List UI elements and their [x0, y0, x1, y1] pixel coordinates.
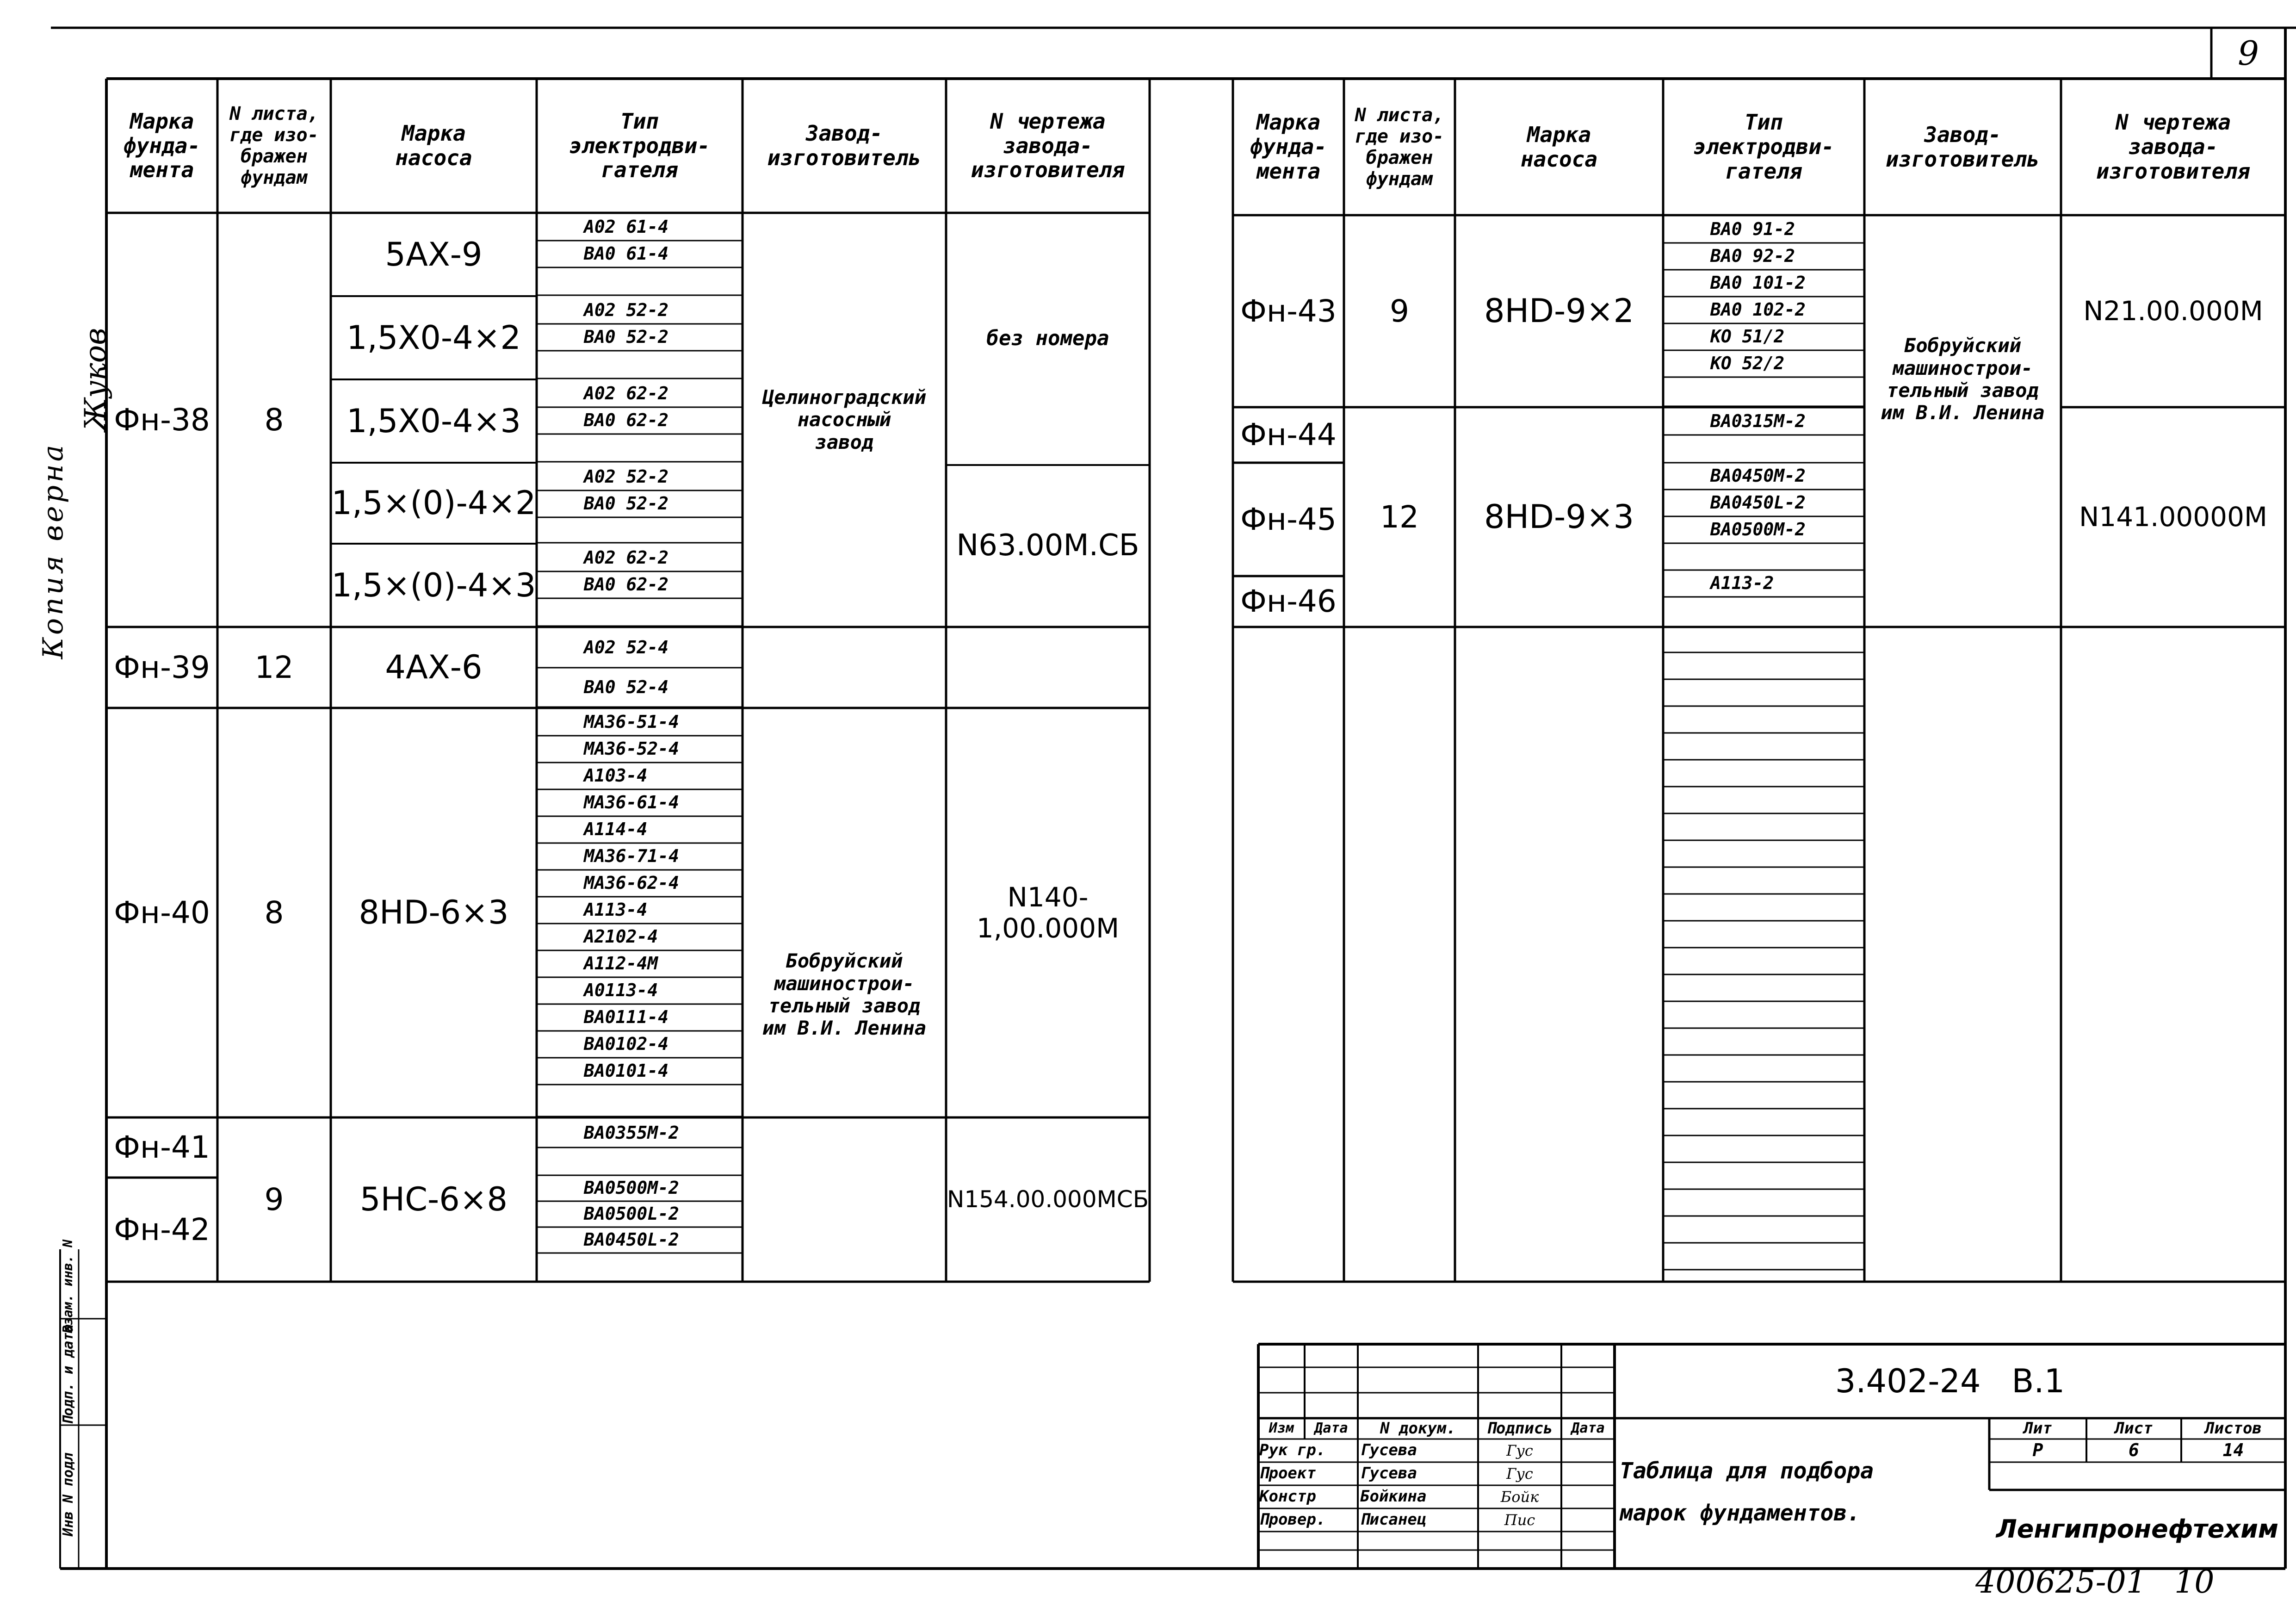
pump-mark: 8НD-9×3 — [1484, 498, 1634, 536]
engine-type: А02 52-2 — [584, 466, 669, 487]
archive-sheet-note: 10 — [2174, 1564, 2215, 1600]
engine-type: А02 61-4 — [584, 217, 669, 237]
engine-type: ВА0 52-2 — [584, 327, 669, 347]
sheet-number: 8 — [264, 894, 284, 930]
header-drawing: N чертежа завода- изготовителя — [971, 108, 1125, 183]
sheet-label: Лист — [2115, 1419, 2153, 1438]
engine-type: А02 62-2 — [584, 547, 669, 568]
pump-mark: 1,5Х0-4×3 — [347, 402, 521, 440]
header-sheet: N листа, где изо- бражен фундам — [229, 103, 319, 188]
lit-label: Лит — [2024, 1419, 2052, 1438]
engine-type: ВА0315М-2 — [1710, 411, 1806, 432]
sheet-value: 6 — [2129, 1440, 2139, 1461]
pump-mark: 1,5×(0)-4×3 — [331, 566, 536, 604]
tb-signature: Гус — [1506, 1441, 1533, 1459]
drawing-number: без номера — [986, 327, 1109, 351]
sheet-number: 9 — [264, 1181, 284, 1217]
engine-type — [538, 1085, 742, 1117]
engine-type — [1664, 377, 1863, 406]
sheets-label: Листов — [2205, 1419, 2262, 1438]
engine-type: МА36-61-4 — [584, 792, 679, 813]
engine-type: ВА0 52-4 — [584, 676, 669, 697]
fund-mark: Фн-43 — [1240, 293, 1337, 329]
tb-signature: Пис — [1504, 1511, 1535, 1529]
engine-type: МА36-71-4 — [584, 846, 679, 867]
engine-type: ВА0 102-2 — [1710, 299, 1806, 320]
sheet-number: 12 — [1380, 499, 1419, 535]
drawing-number: N140-1,00.000М — [976, 881, 1120, 944]
lit-value: Р — [2032, 1440, 2043, 1461]
sheet-number: 9 — [1390, 293, 1409, 329]
engine-type: А114-4 — [584, 819, 648, 840]
sheets-value: 14 — [2222, 1440, 2244, 1461]
tb-signature: Бойк — [1500, 1488, 1539, 1506]
tb-col-label: Изм — [1269, 1420, 1294, 1437]
engine-type: ВА0111-4 — [584, 1007, 669, 1028]
engine-type: ВА0500М-2 — [1710, 519, 1806, 540]
tb-signature: Гус — [1506, 1464, 1533, 1483]
engine-type — [538, 1148, 742, 1175]
header-engine: Тип электродви- гателя — [1693, 110, 1834, 184]
fund-mark: Фн-39 — [114, 649, 210, 685]
stamp-label: Инв N подл — [60, 1452, 76, 1537]
engine-type: ВА0450L-2 — [1710, 492, 1806, 513]
tb-name: Гусева — [1360, 1464, 1417, 1483]
copy-signature: Жуков — [79, 328, 113, 431]
pump-mark: 5АХ-9 — [385, 235, 483, 273]
tb-role: Провер. — [1259, 1510, 1326, 1529]
engine-type: МА36-51-4 — [584, 712, 679, 732]
pump-mark: 1,5Х0-4×2 — [347, 318, 521, 357]
copy-note: Копия верна — [37, 442, 69, 659]
header-drawing: N чертежа завода- изготовителя — [2096, 110, 2250, 184]
tb-role: Констр — [1259, 1487, 1316, 1506]
fund-mark: Фн-42 — [114, 1211, 210, 1247]
fund-mark: Фн-40 — [114, 894, 210, 930]
engine-type: ВА0 91-2 — [1710, 219, 1795, 240]
engine-type: А02 52-2 — [584, 300, 669, 321]
engine-type: МА36-62-4 — [584, 873, 679, 893]
fund-mark: Фн-44 — [1240, 417, 1337, 453]
fund-mark: Фн-38 — [114, 402, 210, 438]
pump-mark: 5НС-6×8 — [359, 1180, 508, 1219]
drawing-number: N154.00.000МСБ — [947, 1185, 1149, 1213]
header-mark: Марка фунда- мента — [123, 108, 201, 183]
pump-mark: 8НD-6×3 — [359, 893, 509, 932]
engine-type: ВА0500L-2 — [584, 1203, 679, 1224]
header-mark: Марка фунда- мента — [1250, 110, 1327, 184]
engine-type: КО 51/2 — [1710, 326, 1785, 347]
engine-type: ВА0 62-2 — [584, 574, 669, 595]
engine-type: ВА0450L-2 — [584, 1229, 679, 1250]
doc-code: 3.402-24 В.1 — [1835, 1362, 2065, 1400]
factory-name: Бобруйский машинострои- тельный завод им В.И. Ленина — [762, 949, 926, 1040]
engine-type: А02 62-2 — [584, 383, 669, 404]
page-number: 9 — [2238, 33, 2259, 73]
fund-mark: Фн-46 — [1240, 583, 1337, 620]
pump-mark: 8НD-9×2 — [1484, 292, 1634, 330]
header-sheet: N листа, где изо- бражен фундам — [1355, 104, 1444, 190]
engine-type: А2102-4 — [584, 926, 658, 947]
archive-number: 400625-01 — [1975, 1564, 2147, 1600]
engine-type — [538, 351, 742, 378]
fund-mark: Фн-45 — [1240, 501, 1337, 537]
engine-type — [538, 517, 742, 543]
engine-type: ВА0 101-2 — [1710, 273, 1806, 293]
tb-col-label: Подпись — [1486, 1419, 1553, 1438]
tb-role: Проект — [1259, 1464, 1316, 1483]
sheet-number: 12 — [254, 649, 294, 685]
tb-name: Бойкина — [1360, 1487, 1427, 1506]
header-factory: Завод- изготовитель — [1886, 122, 2040, 172]
engine-type: ВА0 62-2 — [584, 410, 669, 431]
engine-type: ВА0 61-4 — [584, 243, 669, 264]
engine-type: ВА0101-4 — [584, 1061, 669, 1081]
header-factory: Завод- изготовитель — [767, 121, 922, 170]
tb-col-label: Дата — [1571, 1420, 1605, 1437]
stamp-label: Подп. и дата — [60, 1324, 76, 1425]
engine-type: МА36-52-4 — [584, 738, 679, 759]
pump-mark: 4АХ-6 — [385, 648, 483, 687]
engine-type: А113-4 — [584, 899, 648, 920]
engine-type: ВА0 52-2 — [584, 493, 669, 514]
header-pump: Марка насоса — [395, 121, 472, 170]
engine-type: ВА0102-4 — [584, 1034, 669, 1055]
engine-type — [1664, 543, 1863, 570]
drawing-number: N63.00М.СБ — [956, 528, 1139, 563]
engine-type: ВА0 92-2 — [1710, 246, 1795, 267]
engine-type: ВА0500М-2 — [584, 1178, 679, 1198]
engine-type: ВА0355М-2 — [584, 1122, 679, 1143]
engine-type: А0113-4 — [584, 980, 658, 1001]
drawing-number: N141.00000М — [2079, 501, 2268, 533]
tb-name: Гусева — [1360, 1441, 1417, 1460]
factory-name: Бобруйский машинострои- тельный завод им В.И. Ленина — [1881, 334, 2045, 424]
engine-type: А112-4М — [584, 953, 658, 974]
engine-type — [538, 434, 742, 462]
factory-name: Целиноградский насосный завод — [762, 386, 926, 453]
organization: Ленгипронефтехим — [1996, 1514, 2279, 1544]
engine-type — [538, 598, 742, 626]
tb-col-label: Дата — [1314, 1420, 1348, 1437]
sheet-number: 8 — [264, 402, 284, 438]
fund-mark: Фн-41 — [114, 1129, 210, 1166]
engine-type: А103-4 — [584, 765, 648, 786]
stamp-label: Взам. инв. N — [60, 1239, 75, 1334]
header-pump: Марка насоса — [1520, 122, 1598, 172]
tb-role: Рук гр. — [1259, 1441, 1326, 1460]
tb-col-label: N докум. — [1380, 1419, 1456, 1438]
engine-type: А113-2 — [1710, 573, 1774, 594]
engine-type: КО 52/2 — [1710, 353, 1785, 374]
pump-mark: 1,5×(0)-4×2 — [331, 484, 536, 522]
engine-type — [1664, 435, 1863, 463]
tb-name: Писанец — [1360, 1510, 1427, 1529]
header-engine: Тип электродви- гателя — [569, 108, 710, 183]
engine-type: ВА0450М-2 — [1710, 465, 1806, 486]
engine-type: А02 52-4 — [584, 637, 669, 658]
engine-type — [538, 267, 742, 295]
doc-title: Таблица для подбора марок фундаментов. — [1620, 1458, 1874, 1526]
drawing-number: N21.00.000М — [2083, 295, 2263, 327]
